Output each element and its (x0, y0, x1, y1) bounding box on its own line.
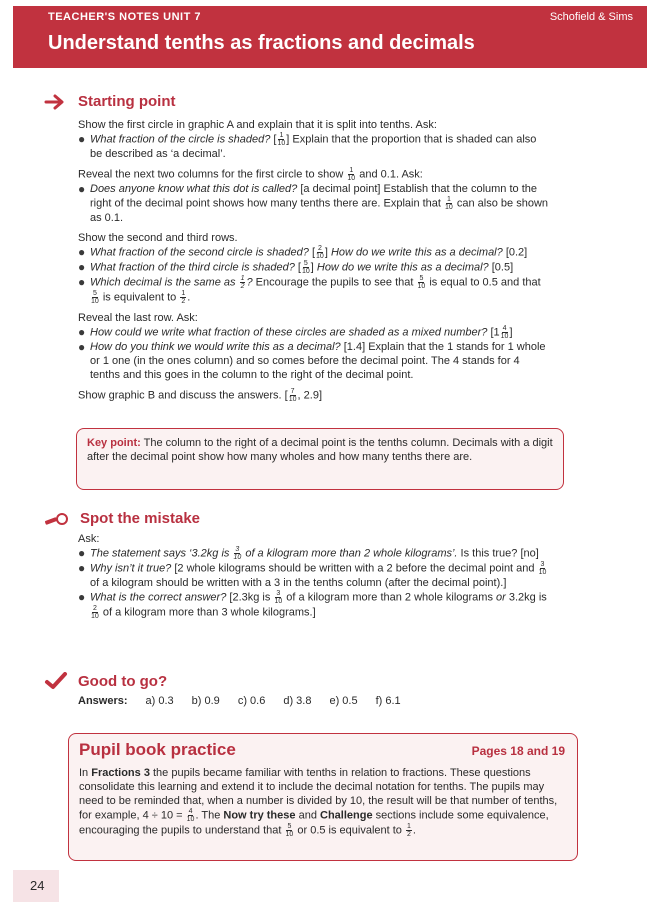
magnifier-icon (44, 511, 70, 527)
good-to-go-heading: Good to go? (78, 672, 168, 690)
starting-point-header (44, 93, 176, 110)
fraction: $\frac{5}{10}$ (91, 290, 99, 305)
publisher-label: Schofield & Sims (549, 11, 633, 23)
fraction: $\frac{1}{2}$ (240, 275, 245, 290)
paragraph: Reveal the last row. Ask: (78, 312, 198, 324)
bullet-icon: ● (78, 260, 86, 274)
fraction: $\frac{5}{10}$ (301, 260, 310, 275)
question-text: What fraction of the circle is shaded? (90, 133, 271, 146)
fraction: $\frac{5}{10}$ (285, 823, 294, 838)
paragraph: Ask: (78, 533, 100, 545)
answer-item: e) 0.5 (329, 695, 358, 707)
unit-label: TEACHER'S NOTES UNIT 7 (48, 11, 201, 23)
answer-item: f) 6.1 (375, 695, 401, 707)
fraction: $\frac{1}{2}$ (407, 823, 411, 838)
good-to-go-header (44, 672, 167, 690)
paragraph: Reveal the next two columns for the first circle to show $\frac{1}{10}$ and 0.1. Ask: (78, 167, 423, 182)
spot-mistake-body (78, 532, 548, 620)
list-item: ● What fraction of the third circle is shaded? [ $\frac{5}{10}$ ] How do we write this as a decimal? [0.5] (78, 260, 514, 275)
practice-text: In Fractions 3 the pupils became familiar with tenths in relation to fractions. These questions consolidate this learning and extend it to include the decimal notation for tenths. The pupils may need to be reminded that, when a number is divided by 10, the result will be that number of tenths, for example, 4 ÷ 10 = $\frac{4}{10}$ . The Now try these and Challenge sections include some equivalence, encouraging the pupils to understand that $\frac{5}{10}$ or 0.5 is equivalent to $\frac{1}{2}$ . (79, 767, 558, 838)
list-item: ● Does anyone know what this dot is called? [a decimal point] Establish that the column to the right of the decimal point shows how many tenths there are. Explain that $\frac{1}{10}$ can also be shown as 0.1. (78, 182, 549, 224)
fraction: $\frac{2}{10}$ (316, 245, 324, 260)
starting-point-body (78, 118, 548, 403)
list-item: ● What is the correct answer? [2.3kg is $\frac{3}{10}$ of a kilogram more than 2 whole kilograms or 3.2kg is $\frac{2}{10}$ of a kilogram more than 3 whole kilograms.] (78, 590, 547, 620)
spot-mistake-header (44, 510, 200, 527)
fraction: $\frac{1}{10}$ (347, 167, 356, 182)
fraction: $\frac{2}{10}$ (91, 605, 99, 620)
page-number: 24 (30, 878, 45, 893)
bullet-icon: ● (78, 132, 86, 146)
list-item: ● What fraction of the second circle is shaded? [ $\frac{2}{10}$ ] How do we write this as a decimal? [0.2] (78, 245, 528, 260)
fraction: $\frac{3}{10}$ (274, 590, 283, 605)
fraction: $\frac{7}{10}$ (288, 388, 297, 403)
checkmark-icon (44, 672, 68, 690)
fraction: $\frac{3}{10}$ (538, 561, 547, 576)
list-item: ● How do you think we would write this as a decimal? [1.4] Explain that the 1 stands for 1 whole or 1 one (in the ones column) and so comes before the decimal point. The 4 stands for 4 tenths and this goes in the column to the right of the decimal point. (78, 340, 546, 381)
bullet-icon: ● (78, 340, 86, 354)
list-item: ● Why isn’t it true? [2 whole kilograms should be written with a 2 before the decimal point and $\frac{3}{10}$ of a kilogram should be written with a 3 in the tenths column (after the decimal point).] (78, 561, 547, 589)
bullet-icon: ● (78, 275, 86, 289)
bullet-icon: ● (78, 245, 86, 259)
paragraph: Show the first circle in graphic A and explain that it is split into tenths. Ask: (78, 119, 437, 131)
bullet-icon: ● (78, 546, 86, 560)
fraction: $\frac{4}{10}$ (186, 808, 195, 823)
fraction: $\frac{1}{2}$ (181, 290, 186, 305)
answers-row (78, 695, 401, 707)
fraction: $\frac{5}{10}$ (417, 275, 426, 290)
answers-label: Answers: (78, 695, 128, 707)
fraction: $\frac{3}{10}$ (233, 546, 242, 561)
practice-title: Pupil book practice (79, 740, 236, 759)
fraction: $\frac{4}{10}$ (500, 325, 509, 340)
paragraph: Show graphic B and discuss the answers. [ $\frac{7}{10}$ , 2.9] (78, 388, 323, 403)
question-text: Does anyone know what this dot is called? (90, 183, 298, 195)
answer-item: b) 0.9 (191, 695, 220, 707)
list-item: ● How could we write what fraction of these circles are shaded as a mixed number? [1 $\frac{4}{10}$ ] (78, 325, 513, 340)
fraction: $\frac{1}{10}$ (445, 196, 453, 211)
practice-pages: Pages 18 and 19 (471, 744, 565, 758)
key-point-box (76, 428, 564, 490)
bullet-icon: ● (78, 590, 86, 604)
spot-mistake-heading: Spot the mistake (80, 510, 201, 527)
key-point-text: The column to the right of a decimal point is the tenths column. Decimals with a digit after the decimal point show how many wholes and how many tenths there are. (87, 437, 553, 463)
bullet-icon: ● (78, 561, 86, 575)
starting-point-heading: Starting point (78, 93, 176, 110)
list-item: ● Which decimal is the same as $\frac{1}{2}$ ? Encourage the pupils to see that $\frac{5}{10}$ is equal to 0.5 and that $\frac{5}{10}$ is equivalent to $\frac{1}{2}$ . (78, 275, 541, 305)
answer-item: c) 0.6 (237, 695, 266, 707)
list-item: ● The statement says ‘3.2kg is $\frac{3}{10}$ of a kilogram more than 2 whole kilograms’. Is this true? [no] (78, 546, 539, 561)
answer-text: Explain that the proportion that is shaded can also be described as ‘a decimal’. (90, 133, 537, 160)
answer-item: d) 3.8 (283, 695, 312, 707)
key-point-label: Key point: (87, 437, 141, 449)
page-title: Understand tenths as fractions and decimals (48, 32, 475, 54)
paragraph: Show the second and third rows. (78, 232, 238, 244)
bullet-icon: ● (78, 325, 86, 339)
list-item: ● What fraction of the circle is shaded? [ $\frac{1}{10}$ ] Explain that the proportion that is shaded can also be described as ‘a decimal’. (78, 132, 537, 160)
header-banner (13, 6, 647, 68)
page-number-tab (13, 870, 59, 902)
arrow-icon (44, 94, 68, 110)
bullet-icon: ● (78, 182, 86, 196)
fraction: $\frac{1}{10}$ (277, 132, 286, 147)
answer-item: a) 0.3 (145, 695, 174, 707)
pupil-practice-box (68, 733, 578, 861)
